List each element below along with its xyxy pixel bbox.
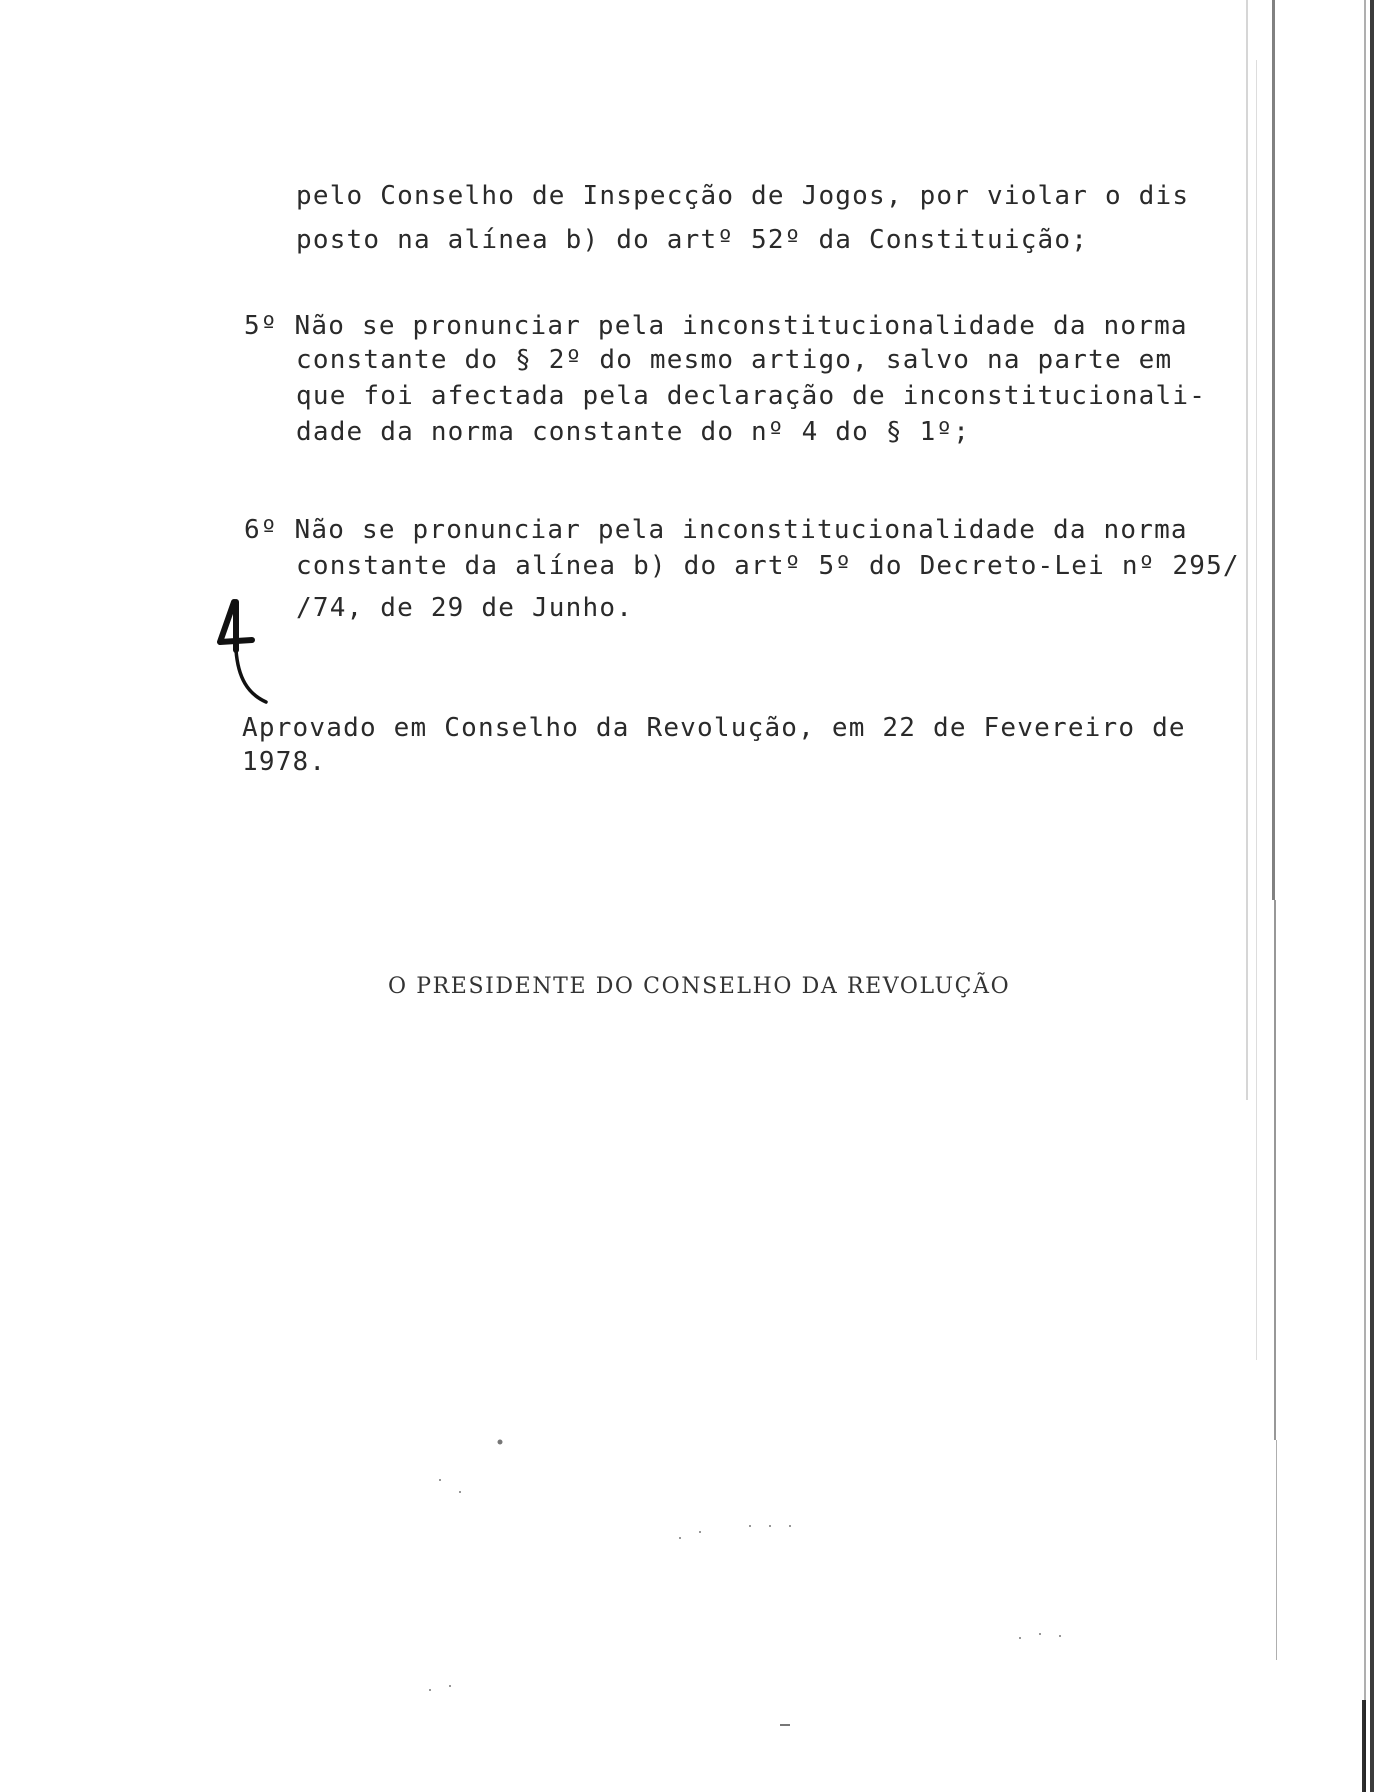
signature-heading: O PRESIDENTE DO CONSELHO DA REVOLUÇÃO: [388, 974, 1011, 999]
item-5-line: que foi afectada pela declaração de inconstitucionali-: [296, 381, 1207, 411]
item-6-line: constante da alínea b) do artº 5º do Decreto-Lei nº 295/: [296, 551, 1240, 581]
item-5-line: dade da norma constante do nº 4 do § 1º;: [296, 417, 971, 447]
scan-noise: [300, 1420, 1120, 1740]
paragraph-line: pelo Conselho de Inspecção de Jogos, por violar o dis: [296, 181, 1190, 211]
item-5-line: 5º Não se pronunciar pela inconstitucionalidade da norma: [244, 311, 1188, 341]
approval-line: 1978.: [242, 747, 327, 777]
handwritten-arrow-icon: [214, 598, 284, 710]
paragraph-line: posto na alínea b) do artº 52º da Constituição;: [296, 225, 1089, 255]
scan-edge: [1186, 0, 1376, 1792]
approval-line: Aprovado em Conselho da Revolução, em 22 de Fevereiro de: [242, 713, 1186, 743]
item-6-line: /74, de 29 de Junho.: [296, 593, 634, 623]
item-6-line: 6º Não se pronunciar pela inconstitucionalidade da norma: [244, 515, 1188, 545]
item-5-line: constante do § 2º do mesmo artigo, salvo na parte em: [296, 345, 1173, 375]
